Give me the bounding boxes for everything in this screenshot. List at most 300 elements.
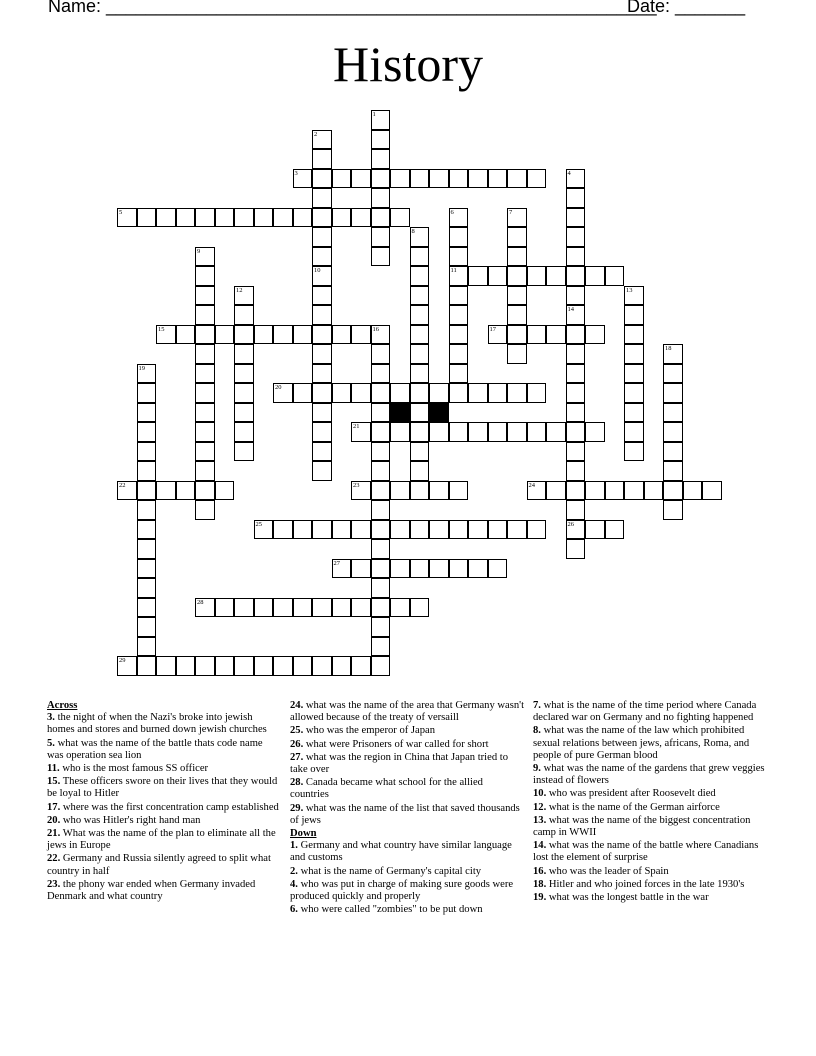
grid-cell[interactable]	[137, 364, 157, 384]
grid-cell[interactable]	[312, 305, 332, 325]
grid-cell[interactable]	[234, 656, 254, 676]
grid-cell[interactable]	[312, 188, 332, 208]
grid-cell[interactable]	[293, 598, 313, 618]
grid-cell[interactable]	[371, 364, 391, 384]
grid-cell[interactable]	[527, 481, 547, 501]
grid-cell[interactable]	[371, 481, 391, 501]
grid-cell[interactable]	[156, 656, 176, 676]
grid-cell[interactable]	[137, 383, 157, 403]
grid-cell[interactable]	[215, 656, 235, 676]
grid-cell[interactable]	[273, 208, 293, 228]
grid-cell[interactable]	[293, 383, 313, 403]
grid-cell[interactable]	[371, 539, 391, 559]
grid-cell[interactable]	[663, 481, 683, 501]
grid-cell[interactable]	[371, 227, 391, 247]
grid-cell[interactable]	[351, 656, 371, 676]
grid-cell[interactable]	[410, 559, 430, 579]
grid-cell[interactable]	[254, 656, 274, 676]
grid-cell[interactable]	[195, 325, 215, 345]
grid-cell[interactable]	[371, 442, 391, 462]
clue-number: 5.	[47, 737, 55, 749]
grid-cell[interactable]	[195, 403, 215, 423]
grid-cell[interactable]	[371, 149, 391, 169]
grid-cell[interactable]	[195, 442, 215, 462]
grid-cell[interactable]	[234, 286, 254, 306]
grid-cell[interactable]	[566, 286, 586, 306]
grid-cell[interactable]	[195, 305, 215, 325]
grid-cell[interactable]	[566, 325, 586, 345]
grid-cell[interactable]	[137, 461, 157, 481]
grid-cell[interactable]	[683, 481, 703, 501]
grid-cell[interactable]	[663, 500, 683, 520]
grid-cell[interactable]	[195, 481, 215, 501]
grid-cell[interactable]	[371, 500, 391, 520]
grid-cell[interactable]	[351, 559, 371, 579]
clue-number: 1.	[290, 840, 298, 852]
grid-cell[interactable]	[390, 422, 410, 442]
grid-cell[interactable]	[215, 481, 235, 501]
grid-cell[interactable]	[137, 208, 157, 228]
grid-cell[interactable]	[195, 286, 215, 306]
grid-cell[interactable]	[293, 520, 313, 540]
grid-cell[interactable]	[566, 364, 586, 384]
clue-number: 20.	[47, 814, 61, 826]
grid-cell[interactable]	[449, 559, 469, 579]
grid-cell[interactable]	[390, 520, 410, 540]
grid-cell[interactable]	[371, 325, 391, 345]
grid-cell[interactable]	[644, 481, 664, 501]
grid-cell[interactable]	[156, 481, 176, 501]
clue-text: the night of when the Nazi's broke into jewish homes and stores and burned down jewish churches	[47, 712, 267, 736]
grid-cell[interactable]	[371, 578, 391, 598]
grid-cell[interactable]	[566, 461, 586, 481]
grid-cell[interactable]	[371, 422, 391, 442]
grid-cell[interactable]	[137, 422, 157, 442]
grid-cell[interactable]	[371, 383, 391, 403]
grid-cell[interactable]	[351, 422, 371, 442]
grid-cell[interactable]	[312, 149, 332, 169]
grid-cell[interactable]	[137, 559, 157, 579]
grid-cell[interactable]	[663, 344, 683, 364]
grid-cell[interactable]	[137, 500, 157, 520]
grid-cell[interactable]	[137, 539, 157, 559]
grid-cell[interactable]	[468, 383, 488, 403]
grid-cell[interactable]	[176, 481, 196, 501]
grid-cell[interactable]	[624, 286, 644, 306]
clue-number: 9.	[533, 763, 541, 775]
grid-cell[interactable]	[410, 520, 430, 540]
grid-cell[interactable]	[468, 266, 488, 286]
grid-cell[interactable]	[137, 637, 157, 657]
grid-cell[interactable]	[332, 656, 352, 676]
grid-cell[interactable]	[371, 637, 391, 657]
grid-cell[interactable]	[449, 344, 469, 364]
grid-cell[interactable]	[195, 656, 215, 676]
grid-cell[interactable]	[546, 266, 566, 286]
grid-cell[interactable]	[429, 520, 449, 540]
grid-cell[interactable]	[605, 520, 625, 540]
grid-cell[interactable]	[195, 500, 215, 520]
grid-cell[interactable]	[176, 656, 196, 676]
grid-cell[interactable]	[585, 422, 605, 442]
grid-cell[interactable]	[234, 422, 254, 442]
grid-cell[interactable]	[488, 422, 508, 442]
grid-cell[interactable]	[566, 500, 586, 520]
grid-cell[interactable]	[293, 208, 313, 228]
grid-cell[interactable]	[312, 403, 332, 423]
grid-cell[interactable]	[566, 188, 586, 208]
grid-cell[interactable]	[195, 598, 215, 618]
grid-cell[interactable]	[585, 481, 605, 501]
grid-cell[interactable]	[527, 383, 547, 403]
grid-cell[interactable]	[293, 169, 313, 189]
name-field-label[interactable]: Name: _______________________________________________________	[48, 0, 657, 16]
grid-cell[interactable]	[312, 656, 332, 676]
grid-cell[interactable]	[624, 383, 644, 403]
grid-cell[interactable]	[566, 520, 586, 540]
cell-number: 5	[119, 208, 123, 216]
grid-cell[interactable]	[624, 325, 644, 345]
grid-cell[interactable]	[273, 598, 293, 618]
grid-cell[interactable]	[566, 422, 586, 442]
grid-cell[interactable]	[449, 247, 469, 267]
grid-cell[interactable]	[410, 344, 430, 364]
grid-cell[interactable]	[605, 481, 625, 501]
grid-cell[interactable]	[312, 520, 332, 540]
grid-cell[interactable]	[566, 208, 586, 228]
grid-cell[interactable]	[351, 481, 371, 501]
grid-cell[interactable]	[312, 442, 332, 462]
date-field-label[interactable]: Date: _______	[627, 0, 746, 16]
grid-cell[interactable]	[137, 520, 157, 540]
grid-cell[interactable]	[371, 110, 391, 130]
grid-cell[interactable]	[312, 383, 332, 403]
grid-cell[interactable]	[449, 266, 469, 286]
grid-cell[interactable]	[507, 286, 527, 306]
grid-cell[interactable]	[351, 169, 371, 189]
grid-cell[interactable]	[234, 344, 254, 364]
grid-cell[interactable]	[293, 325, 313, 345]
grid-cell[interactable]	[390, 559, 410, 579]
grid-cell[interactable]	[195, 364, 215, 384]
grid-cell[interactable]	[410, 598, 430, 618]
grid-cell[interactable]	[566, 442, 586, 462]
grid-cell[interactable]	[137, 442, 157, 462]
grid-cell[interactable]	[488, 559, 508, 579]
grid-cell[interactable]	[449, 286, 469, 306]
grid-cell[interactable]	[429, 559, 449, 579]
grid-cell[interactable]	[312, 169, 332, 189]
grid-cell[interactable]	[566, 247, 586, 267]
grid-cell[interactable]	[410, 305, 430, 325]
grid-cell[interactable]	[410, 266, 430, 286]
grid-cell[interactable]	[371, 403, 391, 423]
grid-cell[interactable]	[585, 325, 605, 345]
grid-cell[interactable]	[371, 247, 391, 267]
grid-cell[interactable]	[410, 247, 430, 267]
grid-cell[interactable]	[507, 422, 527, 442]
grid-cell[interactable]	[410, 325, 430, 345]
grid-cell[interactable]	[605, 266, 625, 286]
grid-cell[interactable]	[234, 442, 254, 462]
grid-cell[interactable]	[468, 559, 488, 579]
grid-cell[interactable]	[663, 442, 683, 462]
cell-number: 25	[255, 520, 262, 528]
grid-cell[interactable]	[312, 130, 332, 150]
grid-cell[interactable]	[117, 656, 137, 676]
grid-cell[interactable]	[234, 403, 254, 423]
grid-cell[interactable]	[468, 169, 488, 189]
grid-cell[interactable]	[176, 208, 196, 228]
grid-cell[interactable]	[624, 403, 644, 423]
grid-cell[interactable]	[254, 598, 274, 618]
grid-cell[interactable]	[215, 598, 235, 618]
grid-cell[interactable]	[390, 598, 410, 618]
clue-number: 29.	[290, 802, 304, 814]
grid-cell[interactable]	[527, 422, 547, 442]
grid-cell[interactable]	[507, 208, 527, 228]
grid-cell[interactable]	[410, 383, 430, 403]
grid-cell[interactable]	[566, 403, 586, 423]
grid-cell[interactable]	[546, 422, 566, 442]
grid-cell[interactable]	[156, 208, 176, 228]
grid-cell[interactable]	[507, 169, 527, 189]
clue-number: 4.	[290, 878, 298, 890]
grid-cell[interactable]	[507, 520, 527, 540]
grid-cell[interactable]	[410, 403, 430, 423]
grid-cell[interactable]	[312, 247, 332, 267]
grid-cell[interactable]	[195, 383, 215, 403]
grid-cell[interactable]	[546, 481, 566, 501]
grid-cell[interactable]	[215, 325, 235, 345]
cell-number: 10	[314, 267, 321, 274]
grid-cell[interactable]	[488, 383, 508, 403]
grid-cell[interactable]	[195, 247, 215, 267]
grid-cell[interactable]	[527, 325, 547, 345]
grid-cell[interactable]	[507, 266, 527, 286]
grid-cell[interactable]	[624, 305, 644, 325]
grid-cell[interactable]	[410, 286, 430, 306]
clue-10	[533, 788, 767, 800]
grid-cell[interactable]	[663, 364, 683, 384]
grid-cell[interactable]	[488, 266, 508, 286]
grid-cell[interactable]	[332, 208, 352, 228]
grid-cell[interactable]	[351, 520, 371, 540]
grid-cell[interactable]	[195, 461, 215, 481]
grid-cell[interactable]	[449, 364, 469, 384]
grid-cell[interactable]	[429, 169, 449, 189]
grid-cell[interactable]	[468, 422, 488, 442]
grid-cell[interactable]	[234, 383, 254, 403]
grid-cell[interactable]	[156, 325, 176, 345]
grid-cell[interactable]	[449, 227, 469, 247]
grid-cell[interactable]	[371, 169, 391, 189]
grid-cell[interactable]	[585, 266, 605, 286]
grid-cell[interactable]	[371, 344, 391, 364]
down-clues-list-2	[533, 700, 767, 904]
grid-cell[interactable]	[332, 598, 352, 618]
grid-cell[interactable]	[137, 656, 157, 676]
grid-cell[interactable]	[351, 325, 371, 345]
grid-cell[interactable]	[410, 422, 430, 442]
grid-cell[interactable]	[254, 520, 274, 540]
grid-cell[interactable]	[234, 325, 254, 345]
grid-cell[interactable]	[449, 520, 469, 540]
grid-cell[interactable]	[507, 227, 527, 247]
clue-24	[290, 700, 524, 724]
grid-cell[interactable]	[312, 344, 332, 364]
grid-cell[interactable]	[371, 208, 391, 228]
grid-cell[interactable]	[332, 325, 352, 345]
grid-cell[interactable]	[117, 481, 137, 501]
cell-number: 1	[372, 111, 376, 118]
grid-cell[interactable]	[566, 383, 586, 403]
grid-cell[interactable]	[566, 305, 586, 325]
grid-cell[interactable]	[312, 364, 332, 384]
grid-cell[interactable]	[371, 598, 391, 618]
grid-cell[interactable]	[234, 598, 254, 618]
grid-cell[interactable]	[215, 208, 235, 228]
grid-cell[interactable]	[566, 266, 586, 286]
grid-cell[interactable]	[351, 383, 371, 403]
grid-cell[interactable]	[468, 520, 488, 540]
grid-cell[interactable]	[507, 325, 527, 345]
grid-cell[interactable]	[663, 403, 683, 423]
grid-cell[interactable]	[566, 539, 586, 559]
grid-cell[interactable]	[195, 266, 215, 286]
grid-cell[interactable]	[254, 325, 274, 345]
grid-cell[interactable]	[624, 442, 644, 462]
grid-cell[interactable]	[371, 461, 391, 481]
grid-cell[interactable]	[527, 169, 547, 189]
grid-cell[interactable]	[566, 481, 586, 501]
grid-cell[interactable]	[507, 305, 527, 325]
grid-cell[interactable]	[624, 422, 644, 442]
grid-cell[interactable]	[351, 598, 371, 618]
grid-cell[interactable]	[566, 227, 586, 247]
grid-cell[interactable]	[429, 383, 449, 403]
grid-cell[interactable]	[429, 481, 449, 501]
grid-cell[interactable]	[273, 656, 293, 676]
grid-cell[interactable]	[410, 461, 430, 481]
grid-cell[interactable]	[371, 617, 391, 637]
grid-cell[interactable]	[449, 422, 469, 442]
grid-cell[interactable]	[312, 325, 332, 345]
grid-cell[interactable]	[195, 422, 215, 442]
grid-cell[interactable]	[410, 169, 430, 189]
grid-cell[interactable]	[390, 481, 410, 501]
grid-cell[interactable]	[312, 422, 332, 442]
grid-cell[interactable]	[371, 188, 391, 208]
grid-cell[interactable]	[410, 442, 430, 462]
grid-cell[interactable]	[195, 208, 215, 228]
grid-cell[interactable]	[117, 208, 137, 228]
grid-cell[interactable]	[585, 520, 605, 540]
clue-text: who was Hitler's right hand man	[60, 814, 201, 826]
grid-cell[interactable]	[566, 169, 586, 189]
grid-cell[interactable]	[527, 266, 547, 286]
grid-cell[interactable]	[488, 520, 508, 540]
grid-cell[interactable]	[312, 227, 332, 247]
grid-cell[interactable]	[449, 208, 469, 228]
grid-cell[interactable]	[624, 364, 644, 384]
grid-cell[interactable]	[507, 344, 527, 364]
clue-number: 11.	[47, 763, 60, 775]
grid-cell[interactable]	[332, 559, 352, 579]
grid-cell[interactable]	[390, 383, 410, 403]
grid-cell[interactable]	[254, 208, 274, 228]
grid-cell[interactable]	[390, 208, 410, 228]
grid-cell[interactable]	[663, 461, 683, 481]
grid-cell[interactable]	[410, 364, 430, 384]
grid-cell[interactable]	[624, 344, 644, 364]
clue-16	[533, 866, 767, 878]
clue-text: what is the name of the German airforce	[546, 801, 720, 813]
grid-cell[interactable]	[488, 325, 508, 345]
grid-cell[interactable]	[449, 481, 469, 501]
grid-cell[interactable]	[410, 227, 430, 247]
grid-cell[interactable]	[624, 481, 644, 501]
clue-text: the phony war ended when Germany invaded Denmark and what country	[47, 878, 256, 903]
grid-cell[interactable]	[527, 520, 547, 540]
grid-cell[interactable]	[137, 578, 157, 598]
grid-cell[interactable]	[234, 208, 254, 228]
grid-cell[interactable]	[449, 169, 469, 189]
grid-cell[interactable]	[371, 559, 391, 579]
grid-cell[interactable]	[351, 208, 371, 228]
grid-cell[interactable]	[507, 247, 527, 267]
grid-cell[interactable]	[332, 520, 352, 540]
grid-cell[interactable]	[449, 325, 469, 345]
grid-cell[interactable]	[663, 383, 683, 403]
grid-cell[interactable]	[234, 305, 254, 325]
grid-cell[interactable]	[332, 383, 352, 403]
grid-cell[interactable]	[312, 208, 332, 228]
grid-cell[interactable]	[137, 617, 157, 637]
grid-cell[interactable]	[507, 383, 527, 403]
grid-cell[interactable]	[371, 656, 391, 676]
grid-cell[interactable]	[371, 130, 391, 150]
grid-cell[interactable]	[449, 383, 469, 403]
grid-cell[interactable]	[488, 169, 508, 189]
grid-cell[interactable]	[312, 266, 332, 286]
grid-cell[interactable]	[273, 520, 293, 540]
grid-cell[interactable]	[234, 364, 254, 384]
grid-cell[interactable]	[137, 403, 157, 423]
grid-cell[interactable]	[546, 325, 566, 345]
grid-cell[interactable]	[663, 422, 683, 442]
grid-cell[interactable]	[449, 305, 469, 325]
grid-cell[interactable]	[332, 169, 352, 189]
grid-cell[interactable]	[429, 422, 449, 442]
clue-number: 14.	[533, 840, 547, 852]
grid-cell[interactable]	[137, 481, 157, 501]
grid-cell[interactable]	[410, 481, 430, 501]
grid-cell[interactable]	[371, 520, 391, 540]
grid-cell[interactable]	[312, 286, 332, 306]
grid-cell[interactable]	[312, 598, 332, 618]
grid-cell[interactable]	[195, 344, 215, 364]
grid-cell[interactable]	[176, 325, 196, 345]
grid-cell[interactable]	[312, 461, 332, 481]
grid-cell[interactable]	[390, 169, 410, 189]
grid-cell[interactable]	[702, 481, 722, 501]
grid-cell[interactable]	[137, 598, 157, 618]
grid-cell[interactable]	[273, 383, 293, 403]
grid-cell[interactable]	[293, 656, 313, 676]
grid-cell[interactable]	[566, 344, 586, 364]
grid-cell[interactable]	[273, 325, 293, 345]
